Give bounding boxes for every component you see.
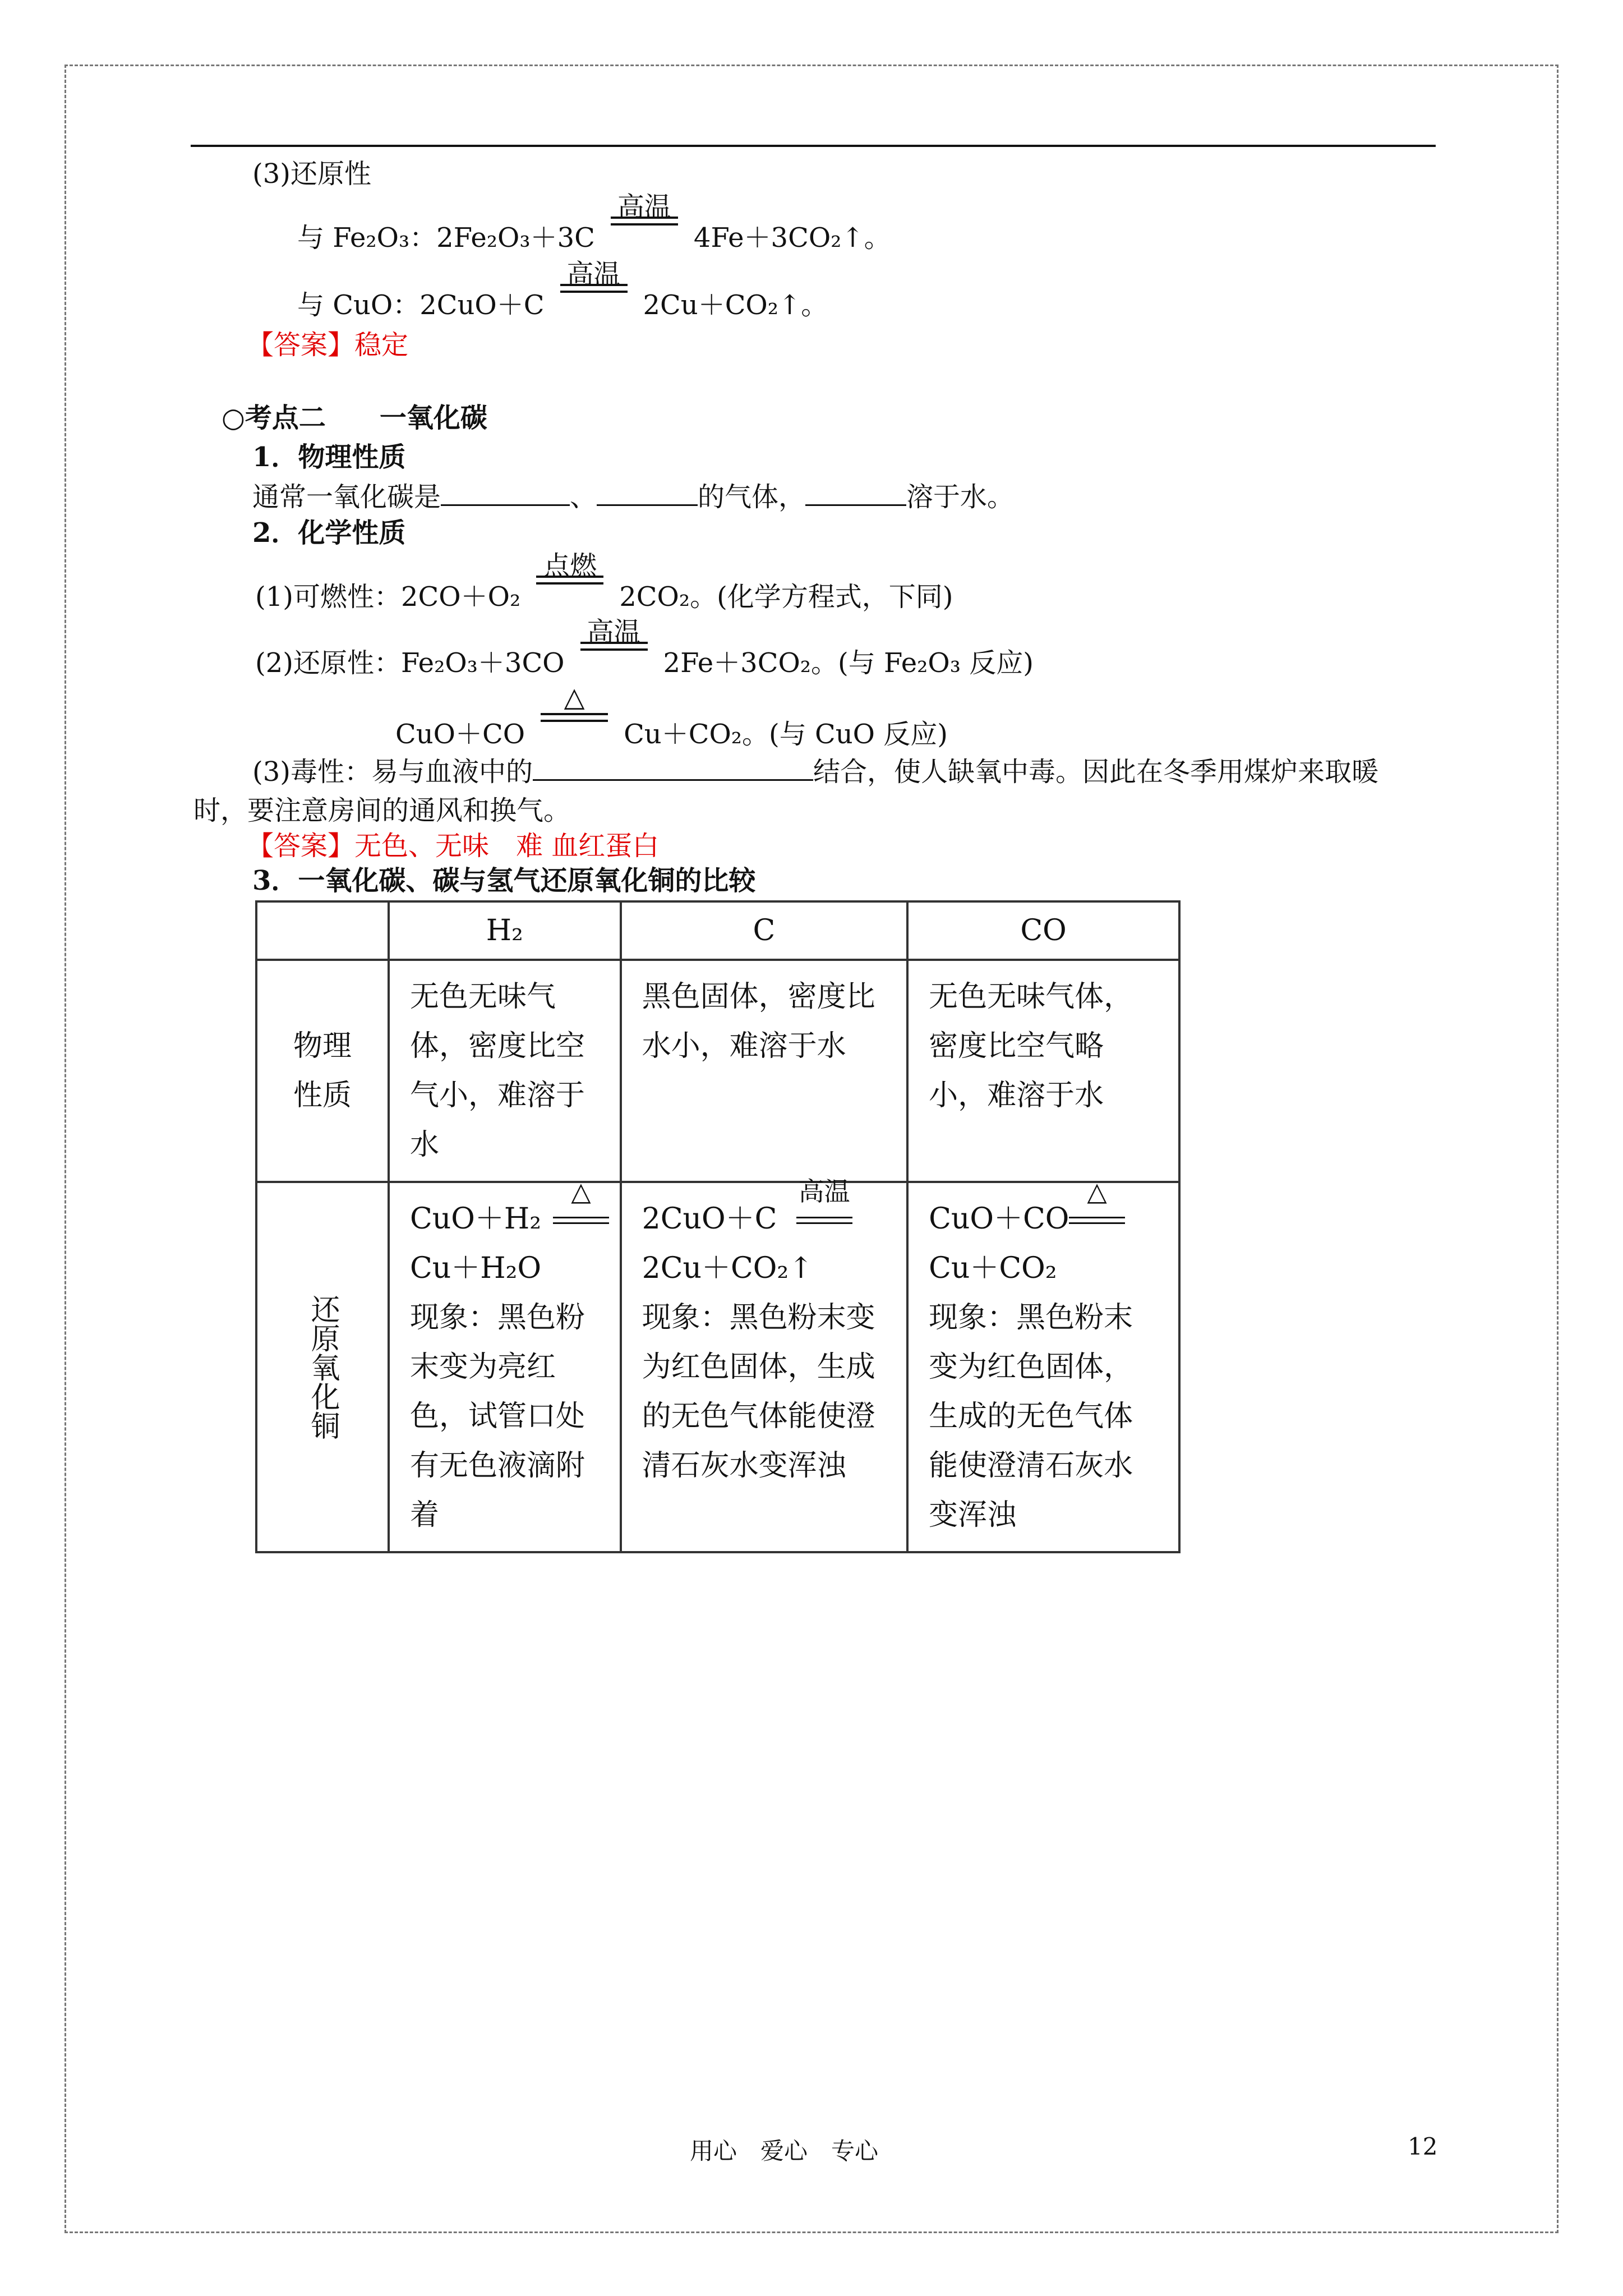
table-row <box>256 1182 1179 1552</box>
cell-h2-reduction <box>389 1176 621 1552</box>
header-cell-empty <box>256 901 389 960</box>
equation-reduction-fe2o3 <box>255 616 1034 680</box>
condition-line <box>1069 1217 1125 1218</box>
observation-text: 现象：黑色粉末变为红色固体，生成的无色气体能使澄清石灰水变浑浊 <box>642 1301 875 1483</box>
condition-line <box>1069 1222 1125 1224</box>
row-head-reduction <box>256 1182 389 1552</box>
co-equation <box>929 1176 1158 1244</box>
blank-1 <box>441 480 570 506</box>
cell-c-reduction <box>621 1176 907 1552</box>
sub-heading-3: 3．一氧化碳、碳与氢气还原氧化铜的比较 <box>252 865 756 896</box>
footer-motto: 用心 爱心 专心 <box>690 2137 879 2165</box>
c-equation <box>642 1176 886 1244</box>
eq-right: Cu＋CO₂。(与 CuO 反应) <box>624 719 948 750</box>
header-cell-co: CO <box>907 901 1179 960</box>
eq-left: CuO＋CO <box>929 1202 1069 1236</box>
condition-line <box>796 1222 852 1224</box>
blank-4 <box>533 754 813 781</box>
condition-line <box>796 1217 852 1218</box>
header-cell-h2: H₂ <box>389 901 621 960</box>
eq-left: 与 Fe₂O₃：2Fe₂O₃＋3C <box>297 222 595 254</box>
eq-right: 4Fe＋3CO₂↑。 <box>693 222 891 254</box>
eq-right: 2Cu＋CO₂↑ <box>642 1251 813 1285</box>
eq-left: 与 CuO：2CuO＋C <box>297 289 545 321</box>
row-head-text: 物理性质 <box>293 1029 352 1112</box>
condition-mark <box>605 191 684 247</box>
condition-label: 点燃 <box>543 550 597 582</box>
blank-3 <box>805 480 906 506</box>
table-header-row <box>256 901 1179 960</box>
cell-h2-physical: 无色无味气体，密度比空气小，难溶于水 <box>389 960 621 1182</box>
equation-fe2o3 <box>297 191 891 255</box>
section-heading: ○考点二 一氧化碳 <box>222 402 487 434</box>
text: 结合，使人缺氧中毒。因此在冬季用煤炉来取暖 <box>813 756 1379 788</box>
eq-left: 2CuO＋C <box>642 1202 777 1236</box>
text: 通常一氧化碳是 <box>252 481 441 513</box>
text: 溶于水。 <box>906 481 1015 513</box>
condition-mark <box>575 616 653 672</box>
physical-property-sentence <box>252 480 1014 514</box>
condition-mark <box>531 550 609 606</box>
condition-mark <box>555 259 633 314</box>
answer-1: 【答案】稳定 <box>247 329 409 361</box>
equation-combustion <box>255 550 953 614</box>
condition-label: △ <box>564 682 585 713</box>
h2-equation <box>410 1176 600 1244</box>
answer-2: 【答案】无色、无味 难 血红蛋白 <box>247 830 660 862</box>
header-cell-c: C <box>621 901 907 960</box>
toxicity-line-2: 时，要注意房间的通风和换气。 <box>193 795 571 826</box>
observation-text: 现象：黑色粉末变为亮红色，试管口处有无色液滴附着 <box>410 1301 585 1532</box>
eq-left: (2)还原性：Fe₂O₃＋3CO <box>255 647 565 679</box>
eq-right: 2Fe＋3CO₂。(与 Fe₂O₃ 反应) <box>663 647 1034 679</box>
eq-right: Cu＋H₂O <box>410 1251 542 1285</box>
condition-mark <box>535 682 614 743</box>
condition-line <box>553 1222 609 1224</box>
condition-label: 高温 <box>587 616 641 648</box>
condition-label: △ <box>1087 1176 1107 1207</box>
cell-c-physical: 黑色固体，密度比水小，难溶于水 <box>621 960 907 1182</box>
sub-heading-2: 2．化学性质 <box>252 517 406 549</box>
eq-left: CuO＋CO <box>395 719 525 750</box>
condition-label: 高温 <box>566 259 621 290</box>
row-head-physical <box>256 960 389 1182</box>
toxicity-line <box>252 754 1378 789</box>
blank-2 <box>597 480 698 506</box>
condition-label: 高温 <box>617 191 671 223</box>
equation-cuo <box>297 259 828 322</box>
reduction-label: (3)还原性 <box>252 158 371 190</box>
eq-right: 2Cu＋CO₂↑。 <box>643 289 828 321</box>
text: 的气体， <box>698 481 806 513</box>
eq-left: (1)可燃性：2CO＋O₂ <box>255 581 521 613</box>
eq-right: 2CO₂。(化学方程式，下同) <box>619 581 953 613</box>
eq-left: CuO＋H₂ <box>410 1202 542 1236</box>
text: 、 <box>570 481 597 513</box>
page-number: 12 <box>1408 2133 1438 2160</box>
condition-line <box>553 1217 609 1218</box>
cell-co-reduction <box>907 1176 1179 1552</box>
condition-label: 高温 <box>798 1176 850 1207</box>
text: (3)毒性：易与血液中的 <box>252 756 533 788</box>
cell-co-physical: 无色无味气体，密度比空气略小，难溶于水 <box>907 960 1179 1182</box>
equation-reduction-cuo <box>395 682 948 751</box>
comparison-table <box>255 900 1181 1553</box>
eq-right: Cu＋CO₂ <box>929 1251 1057 1285</box>
condition-label: △ <box>571 1176 591 1207</box>
table-row <box>256 960 1179 1182</box>
header-rule <box>191 145 1436 147</box>
row-head-text: 还原氧化铜 <box>306 1294 339 1440</box>
sub-heading-1: 1．物理性质 <box>252 441 406 473</box>
observation-text: 现象：黑色粉末变为红色固体，生成的无色气体能使澄清石灰水变浑浊 <box>929 1301 1133 1532</box>
